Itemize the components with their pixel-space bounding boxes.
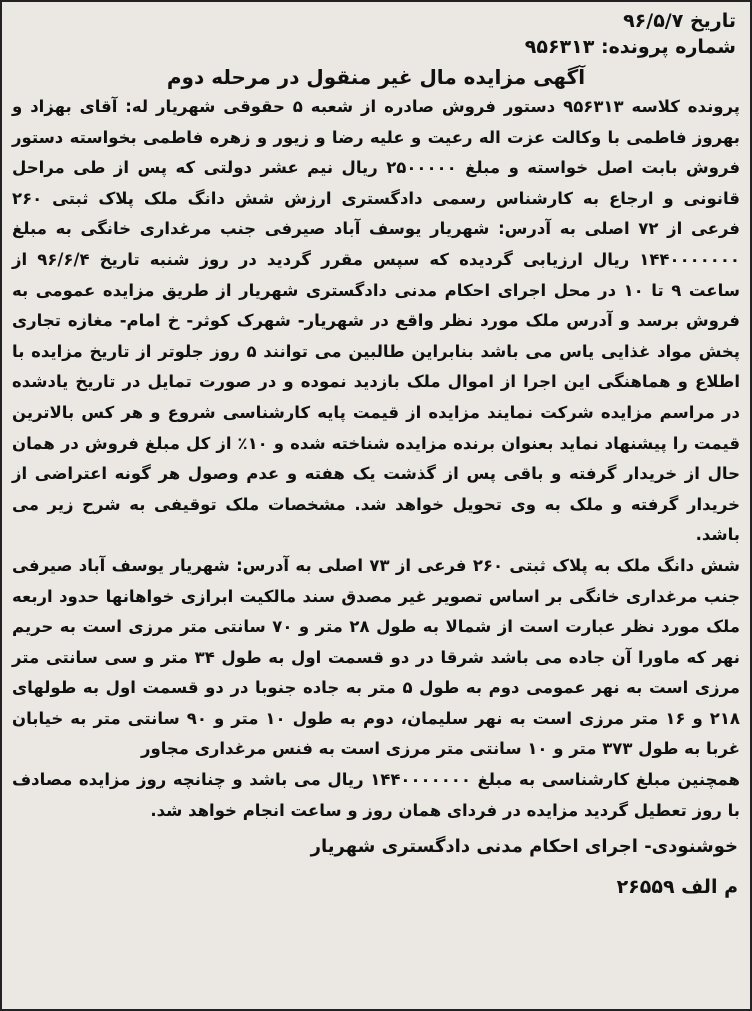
notice-date: تاریخ ۹۶/۵/۷ (623, 10, 736, 32)
notice-title: آگهی مزایده مال غیر منقول در مرحله دوم (166, 65, 586, 89)
file-number: شماره پرونده: ۹۵۶۳۱۳ (524, 36, 736, 58)
paragraph-appraisal: همچنین مبلغ کارشناسی به مبلغ ۱۴۴۰۰۰۰۰۰۰ ریال می باشد و چنانچه روز مزایده مصادف با روز تعطیل گردید مزایده در فردای همان روز و ساعت انجام خواهد شد. (12, 770, 740, 820)
notice-content (10, 2, 742, 1009)
paragraph-case-details: پرونده کلاسه ۹۵۶۳۱۳ دستور فروش صادره از شعبه ۵ حقوقی شهریار له: آقای بهزاد و بهروز فاطمی با وکالت عزت اله رعیت و علیه رضا و زیور و زهره فاطمی بخواسته دستور فروش بابت اصل خواسته و مبلغ ۲۵۰۰۰۰۰ ریال نیم عشر دولتی که پس از طی مراحل قانونی و ارجاع به کارشناس رسمی دادگستری ارزش شش دانگ ملک پلاک ثبتی ۲۶۰ فرعی از ۷۲ اصلی به آدرس: شهریار یوسف آباد صیرفی جنب مرغداری خانگی به مبلغ ۱۴۴۰۰۰۰۰۰۰ ریال ارزیابی گردیده که سپس مقرر گردید در روز شنبه تاریخ ۹۶/۶/۴ از ساعت ۹ تا ۱۰ در محل اجرای احکام مدنی دادگستری شهریار از طریق مزایده عمومی به فروش برسد و آدرس ملک مورد نظر واقع در شهریار- شهرک کوثر- خ امام- مغازه تجاری پخش مواد غذایی یاس می باشد بنابراین طالبین می توانند ۵ روز جلوتر از تاریخ مزایده با اطلاع و هماهنگی این اجرا از اموال ملک بازدید نموده و در صورت تمایل در تاریخ یادشده در مراسم مزایده شرکت نمایند مزایده از قیمت پایه کارشناسی شروع و هر کس بالاترین قیمت را پیشنهاد نماید بعنوان برنده مزایده شناخته شده و ۱۰٪ از کل مبلغ فروش در همان حال از خریدار گرفته و باقی پس از گذشت یک هفته و عدم وصول هر گونه اعتراضی از خریدار گرفته و ملک به وی تحویل خواهد شد. مشخصات ملک توقیفی به شرح زیر می باشد. (12, 97, 741, 545)
signature: خوشنودی- اجرای احکام مدنی دادگستری شهریار (310, 836, 738, 858)
ad-code: م الف ۲۶۵۵۹ (616, 876, 738, 899)
paragraph-property-specs: شش دانگ ملک به پلاک ثبتی ۲۶۰ فرعی از ۷۳ اصلی به آدرس: شهریار یوسف آباد صیرفی جنب مرغداری خانگی بر اساس تصویر غیر مصدق سند مالکیت ابرازی خواهانها حدود اربعه ملک مورد نظر عبارت است از شمالا به طول ۲۸ متر و ۷۰ سانتی متر مرزی است به حریم نهر که ماورا آن جاده می باشد شرقا در دو قسمت اول به طول ۳۴ متر و سی سانتی متر مرزی است به نهر عمومی دوم به طول ۵ متر به جاده جنوبا در دو قسمت اول به طولهای ۲۱۸ و ۱۶ متر مرزی است به نهر سلیمان، دوم به طول ۱۰ متر و ۹۰ سانتی متر به خیابان غربا به طول ۳۷۳ متر و ۱۰ سانتی متر مرزی است به فنس مرغداری مجاور (12, 555, 740, 759)
notice-body (10, 92, 742, 826)
